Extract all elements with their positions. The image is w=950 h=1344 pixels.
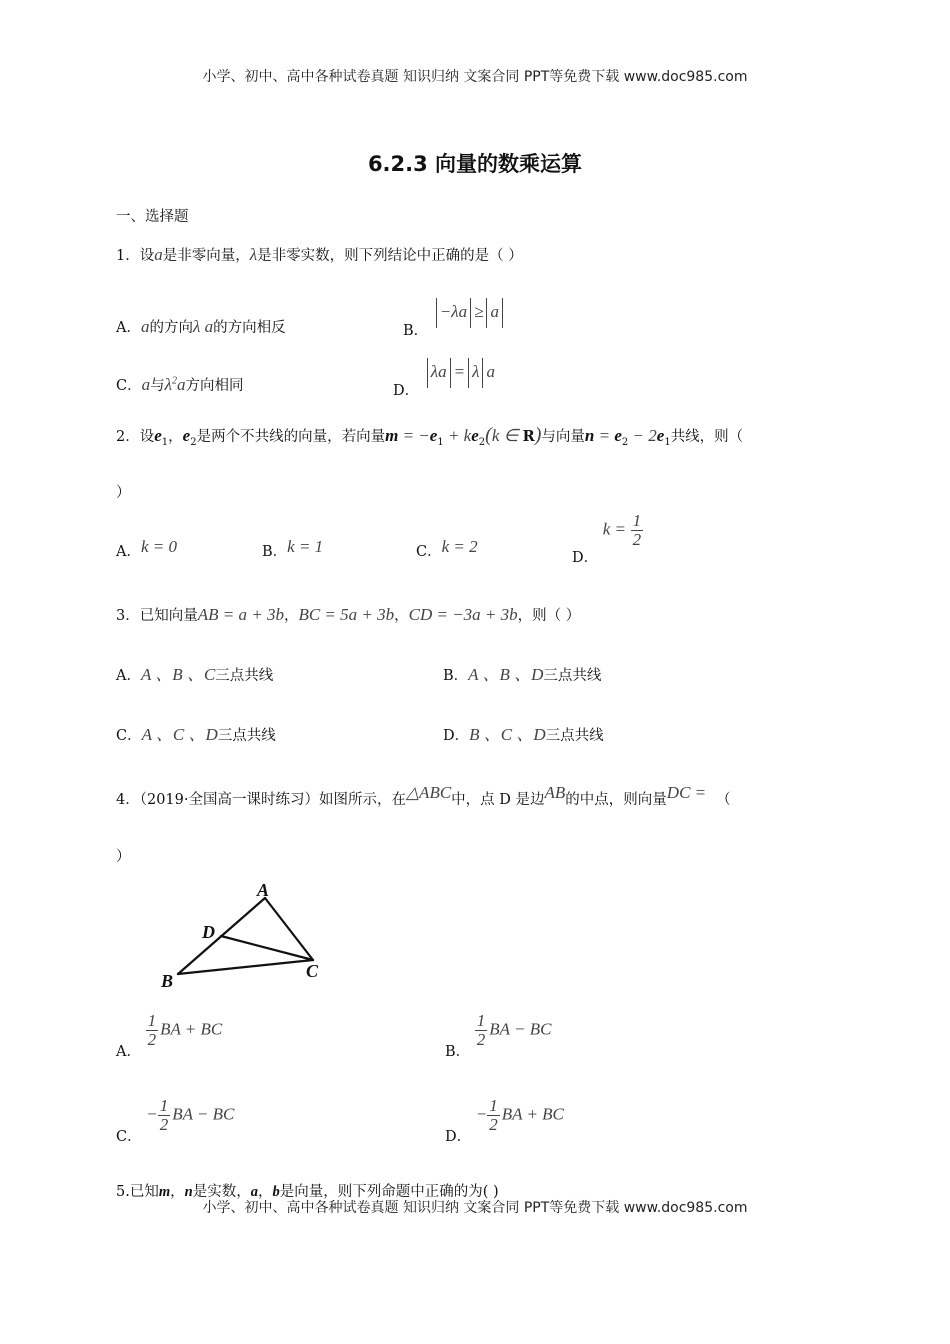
q3-stem-a: 3．已知向量 bbox=[116, 608, 198, 624]
q3-d-points: B 、C 、D bbox=[469, 725, 546, 744]
q2-stem-b: ， bbox=[168, 429, 183, 445]
q4-stem-c: 的中点，则向量 bbox=[565, 792, 667, 808]
q3-a-points: A 、B 、C bbox=[140, 665, 216, 684]
q3-math-cd: CD = −3a + 3b bbox=[408, 605, 518, 624]
q2-d-k: k = bbox=[602, 519, 627, 539]
q2-stem-d: 与向量 bbox=[541, 429, 585, 445]
side-bc bbox=[178, 960, 313, 974]
q3-c-text: 三点共线 bbox=[217, 728, 276, 744]
q3-option-c[interactable] bbox=[116, 720, 276, 745]
question-2-stem: 2．设$e_1$，$e_2$是两个不共线的向量，若向量$m = -e_1 + ke_2(k$ ∈ R)与向量$n = e_2 - 2e_1$共线，则（ bbox=[116, 424, 744, 448]
q5-stem-a: 5.已知 bbox=[116, 1184, 159, 1200]
q2-d-den: 2 bbox=[632, 529, 642, 549]
q3-sep1: ， bbox=[283, 608, 299, 624]
q4-d-sign: − bbox=[475, 1104, 488, 1124]
q4-stem-d: （ bbox=[716, 792, 731, 808]
q4-option-d[interactable] bbox=[445, 1096, 564, 1146]
q4-b-label: B． bbox=[445, 1044, 471, 1061]
q1-option-a[interactable]: A．a的方向λ a的方向相反 bbox=[116, 317, 286, 336]
vertex-d-label: D bbox=[202, 922, 215, 942]
q4-c-label: C． bbox=[116, 1129, 142, 1146]
q3-b-label: B． bbox=[443, 668, 469, 684]
q1-c-label: C． bbox=[116, 378, 142, 394]
question-4-stem bbox=[116, 783, 731, 809]
q4-dc: DC = bbox=[666, 783, 707, 802]
q4-d-label: D． bbox=[445, 1129, 472, 1146]
q1-stem-a: 1．设 bbox=[116, 248, 155, 264]
q3-a-text: 三点共线 bbox=[215, 668, 274, 684]
q4-b-den: 2 bbox=[476, 1029, 486, 1049]
q2-option-a[interactable] bbox=[116, 537, 178, 561]
q2-stem-cont: ） bbox=[116, 485, 131, 501]
q4-b-expr: BA − BC bbox=[489, 1019, 552, 1039]
q4-stem-cont: ） bbox=[116, 849, 131, 865]
q3-c-points: A 、C 、D bbox=[141, 725, 218, 744]
q4-b-num: 1 bbox=[476, 1011, 486, 1030]
q5-b: b bbox=[272, 1184, 280, 1200]
q3-math-bc: BC = 5a + 3b bbox=[298, 605, 395, 624]
q5-stem-c: 是向量，则下列命题中正确的为( ) bbox=[279, 1184, 499, 1200]
section-heading: 一、选择题 bbox=[116, 209, 189, 225]
segment-dc bbox=[221, 936, 313, 960]
q4-c-den: 2 bbox=[159, 1114, 169, 1134]
q4-d-expr: BA + BC bbox=[501, 1104, 564, 1124]
side-ac bbox=[265, 898, 313, 960]
question-1-stem: 1．设a是非零向量，λ是非零实数，则下列结论中正确的是（ ） bbox=[116, 245, 523, 264]
q2-a-math: k = 0 bbox=[140, 537, 178, 556]
q1-a-label: A． bbox=[116, 320, 141, 336]
q4-c-sign: − bbox=[146, 1104, 158, 1124]
q2-stem-a: 2．设 bbox=[116, 429, 155, 445]
q4-option-b[interactable] bbox=[445, 1011, 552, 1061]
q1-d-label: D． bbox=[393, 383, 420, 399]
q1-option-d[interactable]: D． λa = λ a bbox=[393, 358, 495, 388]
q3-a-label: A． bbox=[116, 668, 141, 684]
triangle-figure bbox=[150, 878, 330, 993]
q4-triangle: △ABC bbox=[405, 783, 452, 802]
q2-c-math: k = 2 bbox=[441, 537, 478, 556]
q3-option-a[interactable] bbox=[116, 660, 273, 685]
q3-d-label: D． bbox=[443, 728, 470, 744]
q4-c-expr: BA − BC bbox=[172, 1104, 235, 1124]
q2-stem-e: 共线，则（ bbox=[670, 429, 744, 445]
q4-a-num: 1 bbox=[147, 1011, 157, 1030]
page-header: 小学、初中、高中各种试卷真题 知识归纳 文案合同 PPT等免费下载 www.doc985.com bbox=[202, 69, 748, 85]
q1-option-c[interactable]: C．a与$\lambda^2a$方向相同 bbox=[116, 375, 244, 394]
q3-stem-end: ，则（ ） bbox=[517, 608, 581, 624]
q3-math-ab: AB = a + 3b bbox=[197, 605, 284, 624]
q2-c-label: C． bbox=[416, 544, 442, 560]
q2-b-label: B． bbox=[262, 544, 288, 560]
question-3-stem bbox=[116, 604, 580, 625]
q2-d-label: D． bbox=[572, 550, 599, 567]
q2-d-fraction bbox=[631, 512, 644, 549]
vertex-a-label: A bbox=[257, 880, 270, 900]
q3-d-text: 三点共线 bbox=[545, 728, 604, 744]
q2-option-b[interactable] bbox=[262, 537, 324, 561]
q1-a-text1: 的方向 bbox=[149, 320, 193, 336]
q1-c-text1: 与 bbox=[150, 378, 165, 394]
q4-a-expr: BA + BC bbox=[160, 1019, 223, 1039]
q3-c-label: C． bbox=[116, 728, 142, 744]
q2-stem-c: 是两个不共线的向量，若向量 bbox=[196, 429, 386, 445]
q2-option-d[interactable] bbox=[572, 511, 645, 567]
q5-comma1: ， bbox=[170, 1184, 185, 1200]
page-title: 6.2.3 向量的数乘运算 bbox=[367, 152, 583, 176]
q3-option-b[interactable] bbox=[443, 660, 601, 685]
q4-a-den: 2 bbox=[147, 1029, 157, 1049]
q2-d-num: 1 bbox=[632, 511, 642, 530]
q3-b-points: A 、B 、D bbox=[468, 665, 544, 684]
q3-option-d[interactable] bbox=[443, 720, 604, 745]
q4-d-den: 2 bbox=[489, 1114, 498, 1134]
q3-b-text: 三点共线 bbox=[543, 668, 602, 684]
q3-sep2: ， bbox=[394, 608, 409, 624]
q5-n: n bbox=[184, 1184, 193, 1200]
q4-stem-b: 中，点 D 是边 bbox=[451, 792, 545, 808]
q4-a-label: A． bbox=[116, 1044, 141, 1061]
q4-d-num: 1 bbox=[489, 1096, 498, 1115]
q1-stem-c: 是非零实数，则下列结论中正确的是（ ） bbox=[257, 248, 523, 264]
q4-ab: AB bbox=[544, 783, 566, 802]
page-footer: 小学、初中、高中各种试卷真题 知识归纳 文案合同 PPT等免费下载 www.doc985.com bbox=[202, 1200, 748, 1216]
q5-m: m bbox=[158, 1184, 171, 1200]
q2-b-math: k = 1 bbox=[287, 537, 324, 556]
q1-c-text2: 方向相同 bbox=[185, 378, 244, 394]
q4-c-num: 1 bbox=[159, 1096, 169, 1115]
q1-option-b[interactable]: B． −λa ≥ a bbox=[403, 298, 506, 328]
q1-b-label: B． bbox=[403, 323, 429, 339]
q5-comma2: ， bbox=[257, 1184, 273, 1200]
q4-option-c[interactable] bbox=[116, 1096, 235, 1146]
q5-a: a bbox=[250, 1184, 258, 1200]
q1-stem-b: 是非零向量， bbox=[162, 248, 250, 264]
q4-stem-a: 4．（2019·全国高一课时练习）如图所示，在 bbox=[116, 792, 406, 808]
q5-stem-b: 是实数， bbox=[192, 1184, 251, 1200]
q2-a-label: A． bbox=[116, 544, 141, 560]
vertex-c-label: C bbox=[306, 961, 319, 981]
vertex-b-label: B bbox=[161, 971, 174, 991]
q2-option-c[interactable] bbox=[416, 537, 478, 561]
q4-option-a[interactable] bbox=[116, 1011, 223, 1061]
q1-a-text2: 的方向相反 bbox=[213, 320, 286, 336]
